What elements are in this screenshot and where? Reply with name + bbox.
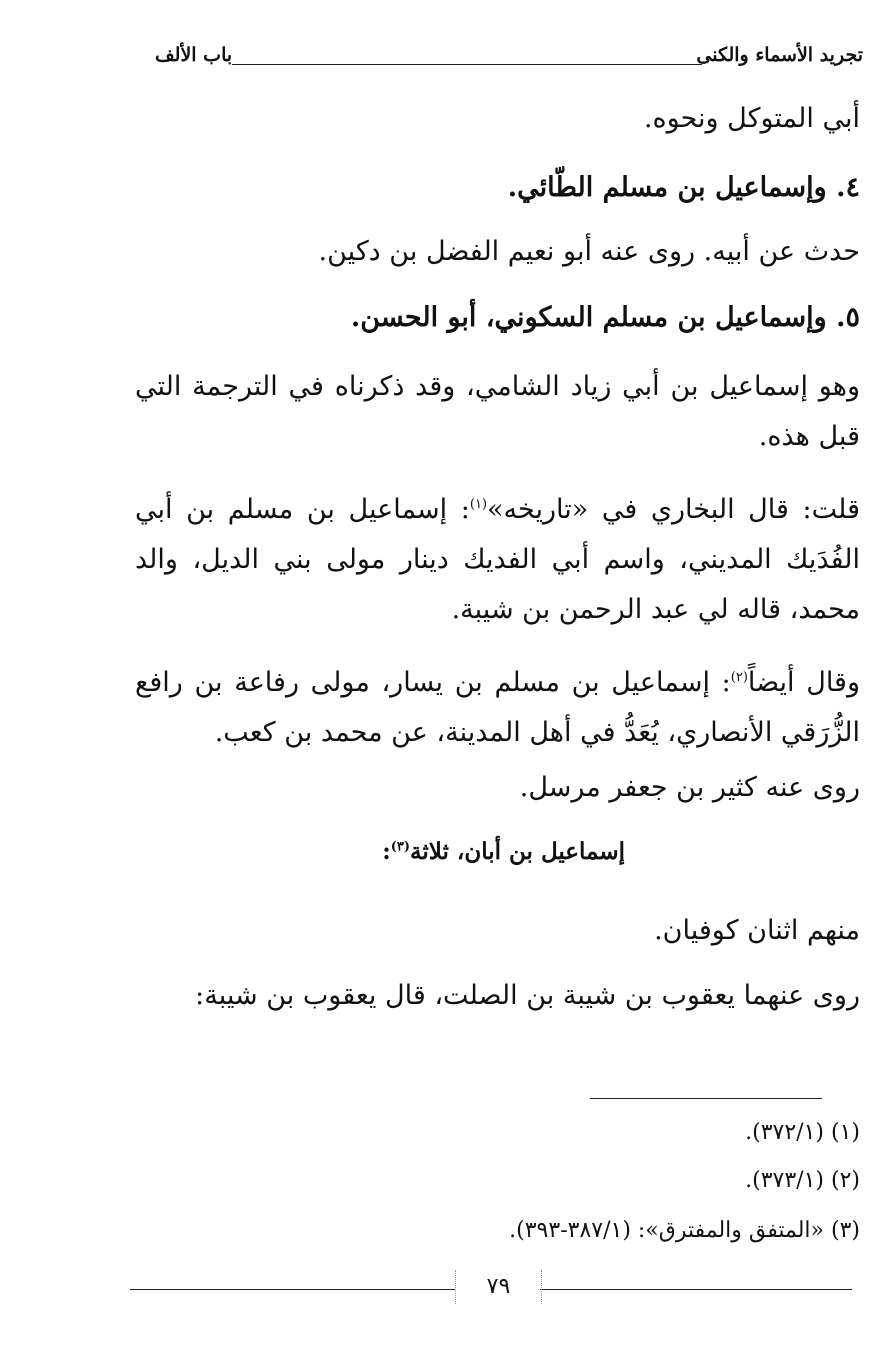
aban-heading-colon: : [382, 838, 391, 865]
text-line-continuation: أبي المتوكل ونحوه. [643, 103, 860, 134]
page-number: ٧٩ [455, 1270, 542, 1304]
rawa-line: روى عنه كثير بن جعفر مرسل. [519, 772, 860, 803]
bukhari-also-text-a: وقال أيضاً [747, 667, 861, 698]
footer-rule-left [130, 1289, 455, 1290]
last-text-line: روى عنهما يعقوب بن شيبة بن الصلت، قال يعقوب بن شيبة: [195, 980, 860, 1011]
entry-5-heading: ٥. وإسماعيل بن مسلم السكوني، أبو الحسن. [350, 302, 860, 333]
entry-4-heading: ٤. وإسماعيل بن مسلم الطّائي. [507, 172, 860, 203]
bukhari-also-text-b: : إسماعيل بن مسلم بن يسار، مولى رفاعة بن رافع الزُّرَقي الأنصاري، يُعَدُّ في أهل المدينة، عن محمد بن كعب. [135, 667, 860, 748]
header-rule [232, 64, 702, 65]
kufiyan-line: منهم اثنان كوفيان. [654, 915, 860, 946]
footnote-ref-2: (٢) [730, 670, 748, 685]
running-header-chapter: باب الألف [155, 44, 233, 66]
entry-4-text: حدث عن أبيه. روى عنه أبو نعيم الفضل بن دكين. [318, 236, 860, 267]
running-header-book-title: تجريد الأسماء والكنى [696, 44, 863, 66]
footnote-separator [590, 1098, 822, 1099]
footnote-1: (١) (٣٧٢/١). [745, 1120, 860, 1145]
aban-section-heading [382, 838, 625, 865]
aban-heading-text: إسماعيل بن أبان، ثلاثة [410, 838, 625, 865]
footnote-2: (٢) (٣٧٣/١). [745, 1168, 860, 1193]
bukhari-quote-text-a: قلت: قال البخاري في «تاريخه» [487, 494, 860, 525]
footnote-3: (٣) «المتفق والمفترق»: (٣٨٧/١-٣٩٣). [509, 1218, 860, 1243]
bukhari-also-paragraph [135, 653, 860, 758]
footnote-ref-3: (٣) [390, 839, 411, 855]
bukhari-quote-paragraph [135, 480, 860, 635]
entry-5-text: وهو إسماعيل بن أبي زياد الشامي، وقد ذكرناه في الترجمة التي قبل هذه. [135, 371, 860, 452]
footer-rule-right [540, 1289, 852, 1290]
bukhari-quote-text-b: : إسماعيل بن مسلم بن أبي الفُدَيك المديني، واسم أبي الفديك دينار مولى بني الديل، والد محمد، قاله لي عبد الرحمن بن شيبة. [135, 494, 860, 625]
footnote-ref-1: (١) [469, 497, 488, 512]
